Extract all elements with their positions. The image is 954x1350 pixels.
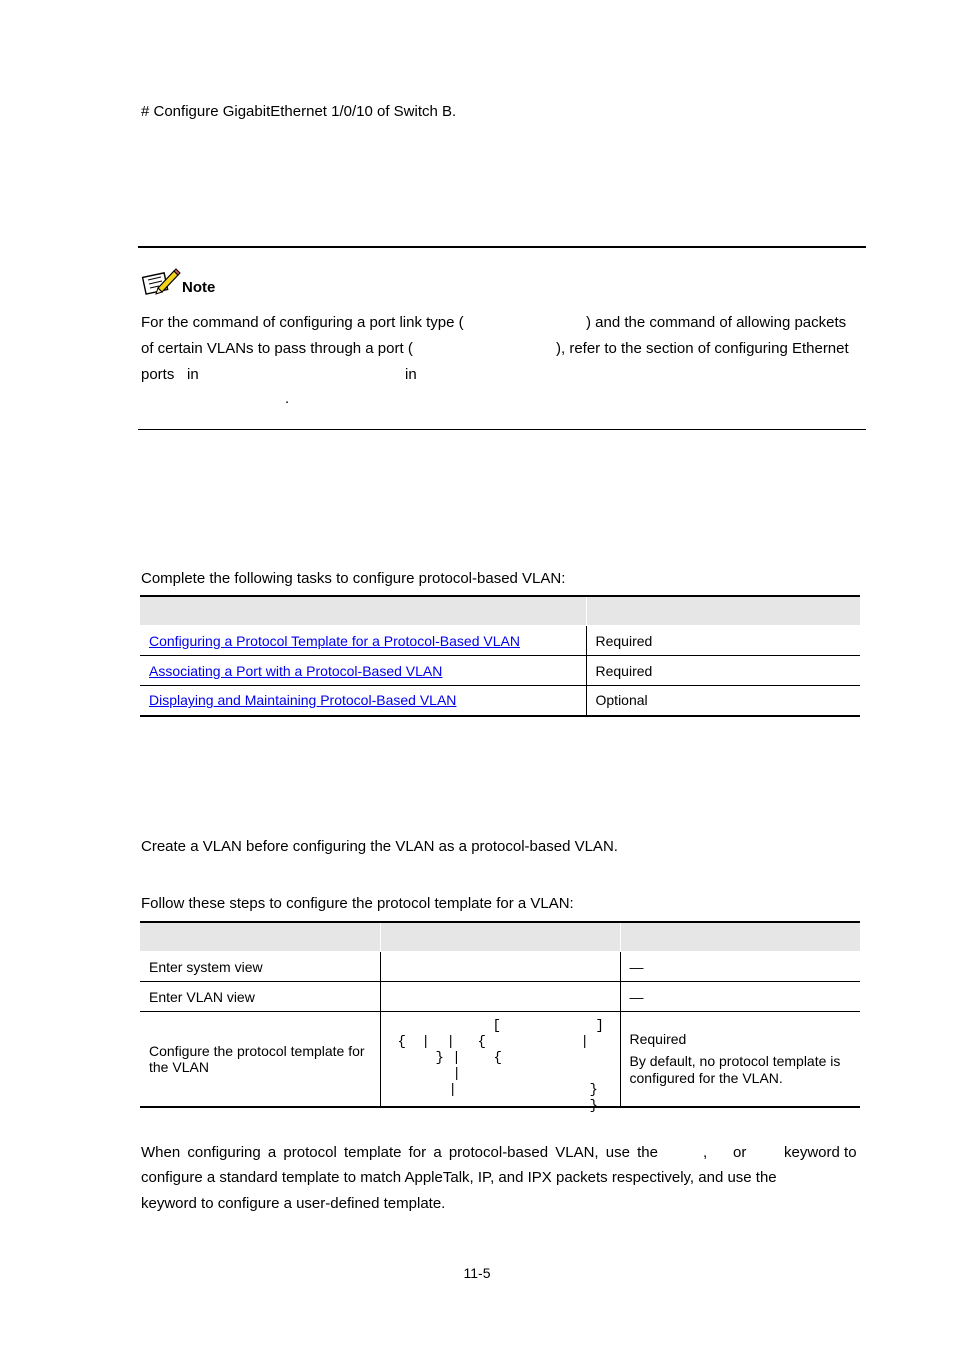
note-line3-c: in	[405, 366, 417, 383]
cmd-token: {	[477, 1034, 486, 1050]
note-line3-a: ports	[141, 366, 175, 383]
task-link-associate-port[interactable]: Associating a Port with a Protocol-Based VLAN	[149, 662, 443, 679]
closing-line1-c: or	[733, 1144, 747, 1161]
cmd-token: } }	[589, 1082, 598, 1114]
task-remarks: Required	[586, 626, 860, 656]
page-number: 11-5	[463, 1265, 491, 1281]
step-command-protocol-template	[380, 1012, 620, 1114]
task-remarks: Required	[586, 656, 860, 686]
step-operation: Enter system view	[140, 952, 380, 982]
cmd-token: {	[397, 1034, 406, 1050]
steps-header-remarks	[620, 922, 860, 952]
cmd-token: [	[492, 1018, 501, 1034]
cmd-token: |	[421, 1034, 430, 1050]
task-link-protocol-template[interactable]: Configuring a Protocol Template for a Protocol-Based VLAN	[149, 632, 520, 649]
task-remarks: Optional	[586, 686, 860, 716]
create-vlan-text: Create a VLAN before configuring the VLAN as a protocol-based VLAN.	[141, 838, 618, 855]
note-line1-start: For the command of configuring a port link type (	[141, 314, 464, 331]
closing-line1-d: keyword to	[784, 1144, 857, 1161]
tasks-intro: Complete the following tasks to configure protocol-based VLAN:	[141, 570, 566, 587]
table-row	[140, 686, 860, 716]
cmd-token: |	[452, 1066, 461, 1082]
note-line2-end: ), refer to the section of configuring Ethernet	[556, 340, 849, 357]
step-operation: Enter VLAN view	[140, 982, 380, 1012]
table-row	[140, 626, 860, 656]
table-row	[140, 656, 860, 686]
step-remarks	[620, 1012, 860, 1108]
cmd-token: |	[448, 1082, 457, 1098]
steps-header-operation	[140, 922, 380, 952]
closing-line1-a: When configuring a protocol template for a protocol-based VLAN, use the	[141, 1144, 658, 1161]
step-remarks: —	[620, 952, 860, 982]
table-row	[140, 952, 860, 982]
note-pencil-icon	[141, 266, 181, 298]
cmd-token: |	[580, 1034, 589, 1050]
closing-line1-b: ,	[703, 1144, 708, 1161]
step-remarks: —	[620, 982, 860, 1012]
intro-line: # Configure GigabitEthernet 1/0/10 of Switch B.	[141, 103, 457, 120]
steps-table-header	[140, 922, 860, 952]
step-operation: Configure the protocol template for the VLAN	[140, 1012, 380, 1108]
table-row	[140, 1012, 860, 1108]
steps-header-command	[380, 922, 620, 952]
task-link-display-maintain[interactable]: Displaying and Maintaining Protocol-Based VLAN	[149, 692, 457, 709]
cmd-token: {	[493, 1050, 502, 1066]
step-command	[380, 952, 620, 982]
tasks-header-remarks	[586, 596, 860, 626]
step-command	[380, 982, 620, 1012]
cmd-token: } |	[435, 1050, 461, 1066]
note-top-rule	[138, 246, 866, 248]
step-remarks-required: Required	[629, 1031, 687, 1047]
closing-line2: configure a standard template to match AppleTalk, IP, and IPX packets respectively, and use the	[141, 1169, 777, 1186]
tasks-header-task	[140, 596, 586, 626]
note-bottom-rule	[138, 429, 866, 430]
step-remarks-default: By default, no protocol template is configured for the VLAN.	[629, 1053, 841, 1086]
cmd-token: ]	[595, 1018, 604, 1034]
steps-table	[140, 921, 860, 1114]
note-line2-start: of certain VLANs to pass through a port (	[141, 340, 413, 357]
note-line3-b: in	[187, 366, 199, 383]
closing-line3: keyword to configure a user-defined template.	[141, 1195, 446, 1212]
tasks-table	[140, 595, 860, 717]
steps-intro: Follow these steps to configure the protocol template for a VLAN:	[141, 895, 574, 912]
note-line1-end: ) and the command of allowing packets	[586, 314, 847, 331]
note-label: Note	[182, 279, 216, 296]
table-row	[140, 982, 860, 1012]
note-line4: .	[285, 390, 290, 407]
tasks-table-header	[140, 596, 860, 626]
cmd-token: |	[446, 1034, 455, 1050]
